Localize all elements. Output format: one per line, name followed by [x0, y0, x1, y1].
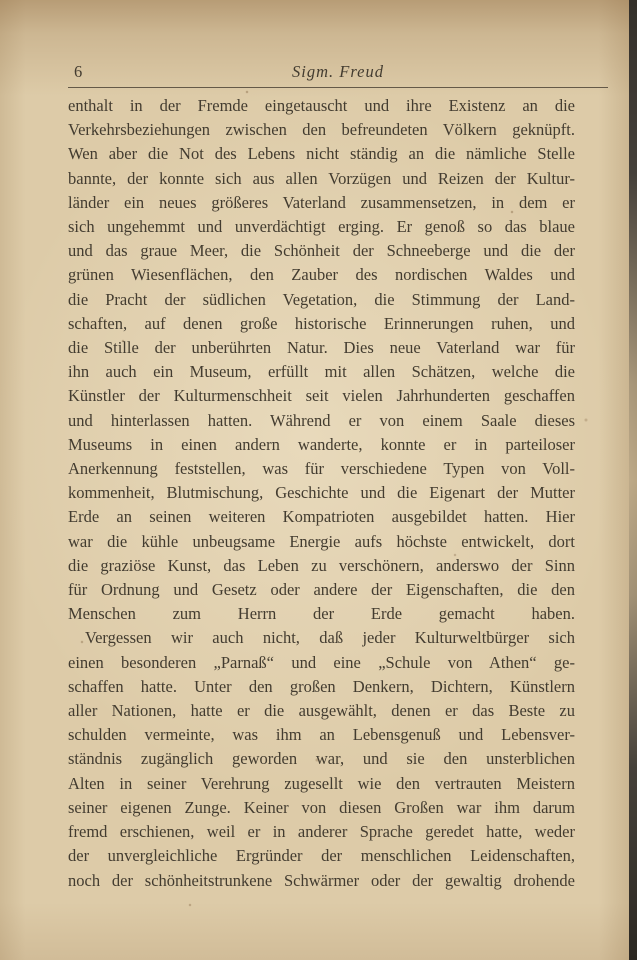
book-edge-shadow	[629, 0, 637, 960]
text-line: noch der schönheitstrunkene Schwärmer oder der gewaltig drohende	[68, 870, 575, 890]
text-line: fremd erschienen, weil er in anderer Sprache geredet hatte, weder	[68, 822, 575, 842]
text-line: Künstler der Kulturmenschheit seit vielen Jahrhunderten geschaffen	[68, 386, 575, 406]
text-line: seiner eigenen Zunge. Keiner von diesen Großen war ihm darum	[68, 797, 575, 817]
text-line: Museums in einen andern wanderte, konnte er in parteiloser	[68, 434, 575, 454]
text-line: für Ordnung und Gesetz oder andere der Eigenschaften, die den	[68, 580, 575, 600]
text-line: die graziöse Kunst, das Leben zu verschönern, anderswo der Sinn	[68, 555, 575, 575]
text-line: Verkehrsbeziehungen zwischen den befreundeten Völkern geknüpft.	[68, 120, 575, 140]
text-line: schaften, auf denen große historische Erinnerungen ruhen, und	[68, 313, 575, 333]
text-line: sich ungehemmt und unverdächtigt erging. Er genoß so das blaue	[68, 217, 575, 237]
text-line: schulden vermeinte, was ihm an Lebensgenuß und Lebensver-	[68, 725, 575, 745]
text-line: Menschen zum Herrn der Erde gemacht haben.	[68, 604, 575, 624]
text-line: einen besonderen „Parnaß“ und eine „Schule von Athen“ ge-	[68, 652, 575, 672]
text-line: schaffen hatte. Unter den großen Denkern, Dichtern, Künstlern	[68, 676, 575, 696]
text-line: die Stille der unberührten Natur. Dies neue Vaterland war für	[68, 338, 575, 358]
text-block	[68, 94, 575, 893]
text-line: die Pracht der südlichen Vegetation, die Stimmung der Land-	[68, 289, 575, 309]
page-header	[68, 58, 608, 88]
text-line: Alten in seiner Verehrung zugesellt wie den vertrauten Meistern	[68, 773, 575, 793]
paragraph	[68, 94, 575, 626]
text-line: aller Nationen, hatte er die ausgewählt, denen er das Beste zu	[68, 701, 575, 721]
text-line: ihn auch ein Museum, erfüllt mit allen Schätzen, welche die	[68, 362, 575, 382]
text-line: länder ein neues größeres Vaterland zusammensetzen, in dem er	[68, 192, 575, 212]
text-line: und das graue Meer, die Schönheit der Schneeberge und die der	[68, 241, 575, 261]
text-line: Erde an seinen weiteren Kompatrioten ausgebildet hatten. Hier	[68, 507, 575, 527]
text-line: war die kühle unbeugsame Energie aufs höchste entwickelt, dort	[68, 531, 575, 551]
text-line: enthalt in der Fremde eingetauscht und ihre Existenz an die	[68, 96, 575, 115]
text-line: grünen Wiesenflächen, den Zauber des nordischen Waldes und	[68, 265, 575, 285]
text-line: ständnis zugänglich geworden war, und sie den unsterblichen	[68, 749, 575, 769]
text-line: Vergessen wir auch nicht, daß jeder Kulturweltbürger sich	[85, 628, 575, 648]
text-line: Anerkennung feststellen, was für verschiedene Typen von Voll-	[68, 459, 575, 479]
text-line: der unvergleichliche Ergründer der menschlichen Leidenschaften,	[68, 846, 575, 866]
paragraph	[68, 626, 575, 892]
text-line: kommenheit, Blutmischung, Geschichte und die Eigenart der Mutter	[68, 483, 575, 503]
text-line: bannte, der konnte sich aus allen Vorzügen und Reizen der Kultur-	[68, 168, 575, 188]
page-number: 6	[74, 62, 83, 81]
text-line: und hinterlassen hatten. Während er von einem Saale dieses	[68, 410, 575, 430]
text-line: Wen aber die Not des Lebens nicht ständig an die nämliche Stelle	[68, 144, 575, 164]
running-title: Sigm. Freud	[292, 62, 384, 81]
